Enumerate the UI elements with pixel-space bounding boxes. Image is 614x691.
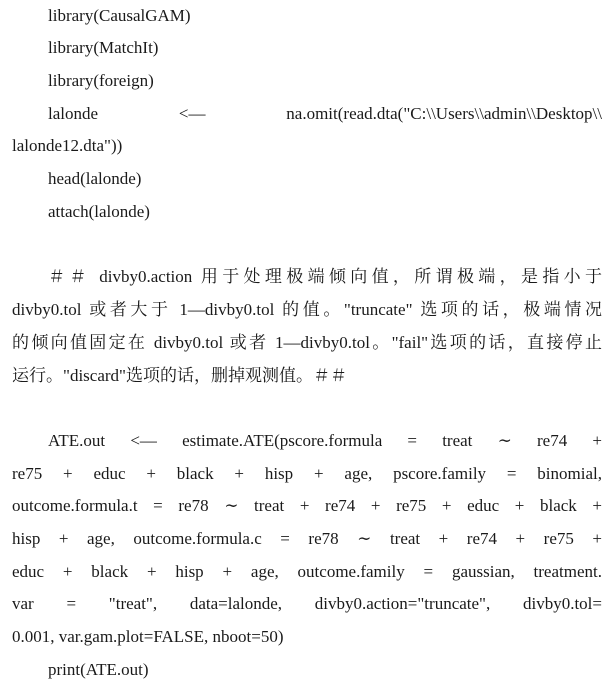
comment-line-1: ＃＃ divby0.action 用于处理极端倾向值，所谓极端，是指小于 <box>48 267 602 286</box>
code-line-print: print(ATE.out) <box>48 660 149 679</box>
comment-line-3: 的倾向值固定在 divby0.tol 或者 1—divby0.tol。"fail"选项的话，直接停止 <box>12 333 602 352</box>
code-line-estimate-ate-3: outcome.formula.t = re78 ∼ treat + re74 + re75 + educ + black + <box>12 496 602 515</box>
code-line-read-dta-cont: lalonde12.dta")) <box>12 136 123 155</box>
code-line-attach: attach(lalonde) <box>48 202 150 221</box>
code-line-estimate-ate-4: hisp + age, outcome.formula.c = re78 ∼ treat + re74 + re75 + <box>12 529 602 548</box>
code-line-library-foreign: library(foreign) <box>48 71 154 90</box>
code-line-estimate-ate: ATE.out <— estimate.ATE(pscore.formula = treat ∼ re74 + <box>48 431 602 450</box>
comment-line-2: divby0.tol 或者大于 1—divby0.tol 的值。"truncate" 选项的话，极端情况 <box>12 300 602 319</box>
comment-line-4: 运行。"discard"选项的话，删掉观测值。＃＃ <box>12 366 347 385</box>
code-line-head: head(lalonde) <box>48 169 142 188</box>
code-line-estimate-ate-5: educ + black + hisp + age, outcome.family = gaussian, treatment. <box>12 562 602 581</box>
code-line-read-dta: lalonde <— na.omit(read.dta("C:\\Users\\admin\\Desktop\\ <box>48 104 602 123</box>
code-line-estimate-ate-6: var = "treat", data=lalonde, divby0.action="truncate", divby0.tol= <box>12 594 602 613</box>
code-line-estimate-ate-7: 0.001, var.gam.plot=FALSE, nboot=50) <box>12 627 284 646</box>
code-line-estimate-ate-2: re75 + educ + black + hisp + age, pscore.family = binomial, <box>12 464 602 483</box>
code-line-library-matchit: library(MatchIt) <box>48 38 159 57</box>
code-line-library-causalgam: library(CausalGAM) <box>48 6 191 25</box>
